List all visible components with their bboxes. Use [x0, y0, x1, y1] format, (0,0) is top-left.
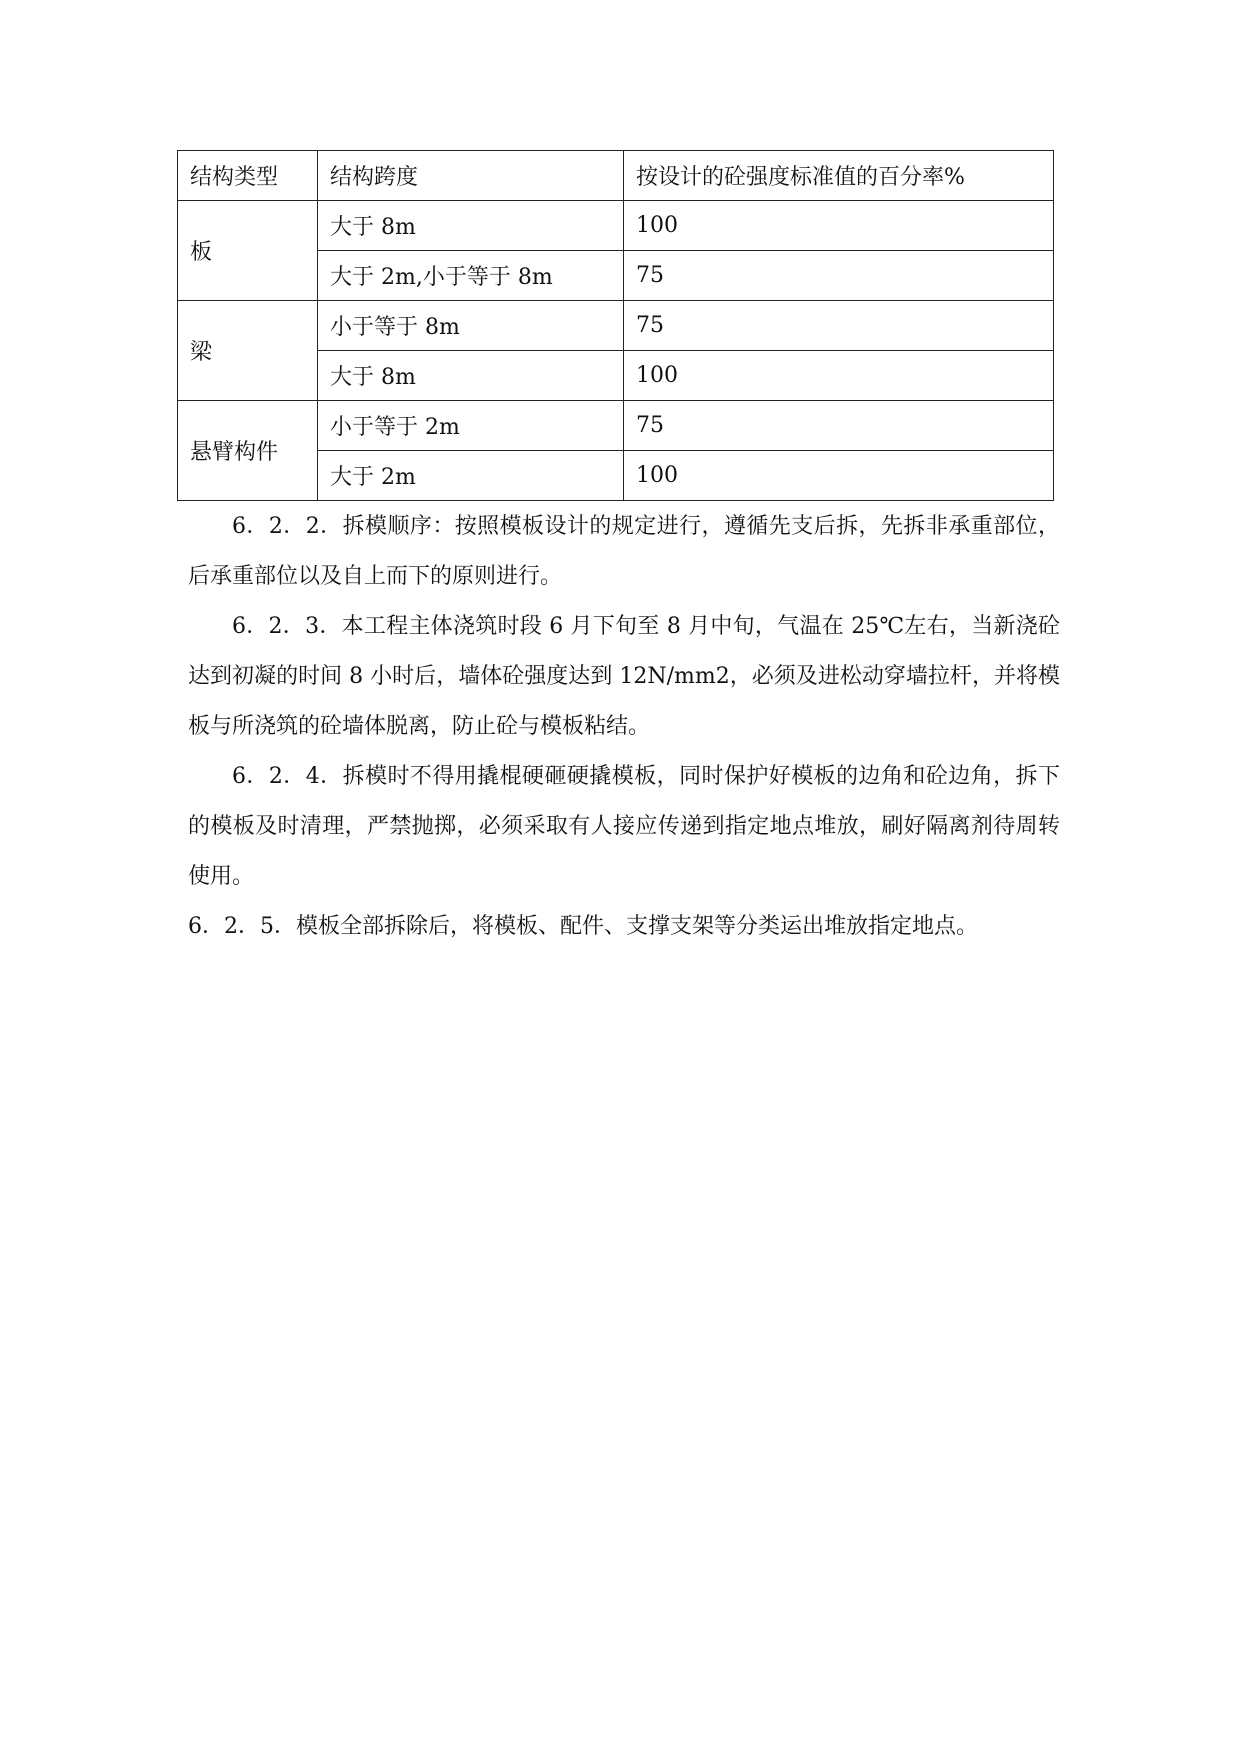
span-cell: 小于等于 2m: [318, 401, 624, 451]
paragraph-6-2-3: 6．2．3．本工程主体浇筑时段 6 月下旬至 8 月中旬，气温在 25℃左右，当新浇砼达到初凝的时间 8 小时后，墙体砼强度达到 12N/mm2，必须及进松动穿墙拉杆，并将模板与所浇筑的砼墙体脱离，防止砼与模板粘结。: [188, 614, 1060, 739]
paragraph-6-2-2: 6．2．2．拆模顺序：按照模板设计的规定进行，遵循先支后拆，先拆非承重部位，后承重部位以及自上而下的原则进行。: [188, 514, 1060, 589]
table-row: [178, 201, 1054, 251]
span-cell: 大于 2m: [318, 451, 624, 501]
structure-type-cell: 梁: [178, 301, 318, 401]
header-strength-percent: 按设计的砼强度标准值的百分率%: [624, 151, 1054, 201]
paragraph-6-2-4: 6．2．4．拆模时不得用撬棍硬砸硬撬模板，同时保护好模板的边角和砼边角，拆下的模板及时清理，严禁抛掷，必须采取有人接应传递到指定地点堆放，刷好隔离剂待周转使用。: [188, 764, 1060, 889]
percent-cell: 100: [624, 451, 1054, 501]
structure-type-cell: 板: [178, 201, 318, 301]
span-cell: 大于 8m: [318, 201, 624, 251]
percent-cell: 100: [624, 351, 1054, 401]
structure-type-cell: 悬臂构件: [178, 401, 318, 501]
header-structure-span: 结构跨度: [318, 151, 624, 201]
span-cell: 小于等于 8m: [318, 301, 624, 351]
span-cell: 大于 8m: [318, 351, 624, 401]
percent-cell: 75: [624, 401, 1054, 451]
header-structure-type: 结构类型: [178, 151, 318, 201]
body-text: [188, 502, 1060, 952]
percent-cell: 100: [624, 201, 1054, 251]
percent-cell: 75: [624, 251, 1054, 301]
paragraph-6-2-5: 6．2．5．模板全部拆除后，将模板、配件、支撑支架等分类运出堆放指定地点。: [188, 914, 978, 939]
span-cell: 大于 2m,小于等于 8m: [318, 251, 624, 301]
formwork-removal-strength-table: [177, 150, 1054, 501]
table-header-row: [178, 151, 1054, 201]
percent-cell: 75: [624, 301, 1054, 351]
table-row: [178, 301, 1054, 351]
table-row: [178, 401, 1054, 451]
